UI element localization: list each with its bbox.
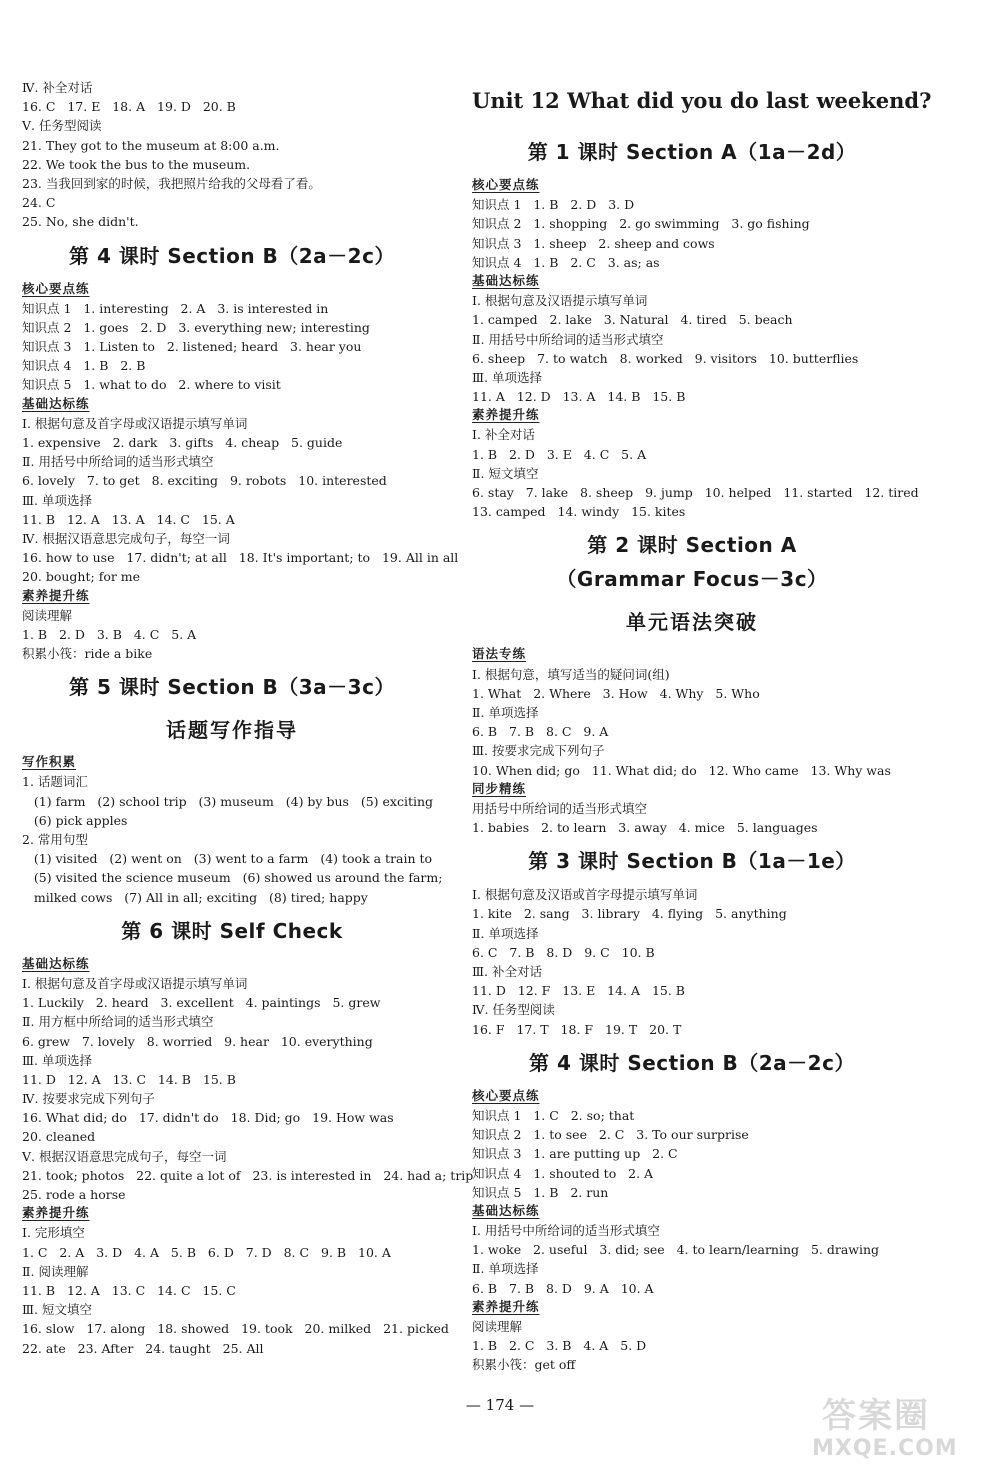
lesson-title: 第 4 课时 Section B（2a－2c） xyxy=(529,1050,855,1075)
answer-line: 阅读理解 xyxy=(472,1319,523,1334)
answer-line: 1. C 2. A 3. D 4. A 5. B 6. D 7. D 8. C 9. B 10. A xyxy=(22,1244,391,1260)
answer-line: 1. woke 2. useful 3. did; see 4. to learn/learning 5. drawing xyxy=(472,1242,880,1258)
section-label: 基础达标练 xyxy=(472,1203,540,1218)
watermark-url: MXQE.COM xyxy=(812,1436,958,1461)
answer-line: 积累小筏：ride a bike xyxy=(22,646,153,662)
answer-line: Ⅰ. 用括号中所给词的适当形式填空 xyxy=(472,1223,660,1239)
answer-line: 13. camped 14. windy 15. kites xyxy=(472,504,686,520)
answer-line: Ⅰ. 根据句意及汉语或首字母提示填写单词 xyxy=(472,887,698,903)
answer-line: 知识点 4 1. B 2. C 3. as; as xyxy=(472,254,660,270)
answer-line: Ⅴ. 任务型阅读 xyxy=(22,118,102,134)
answer-line: 16. C 17. E 18. A 19. D 20. B xyxy=(22,99,236,115)
answer-line: 1. expensive 2. dark 3. gifts 4. cheap 5. guide xyxy=(22,435,343,450)
answer-line: 20. bought; for me xyxy=(22,569,141,585)
answer-line: Ⅰ. 根据句意及汉语提示填写单词 xyxy=(472,293,648,309)
answer-line: 用括号中所给词的适当形式填空 xyxy=(472,800,648,816)
answer-line: 知识点 2 1. shopping 2. go swimming 3. go fishing xyxy=(472,216,810,232)
answer-line: 知识点 1 1. interesting 2. A 3. is interested in xyxy=(22,300,329,316)
answer-line: Ⅰ. 根据句意及首字母或汉语提示填写单词 xyxy=(22,975,248,991)
answer-line: 22. We took the bus to the museum. xyxy=(22,156,251,172)
answer-line: Ⅱ. 单项选择 xyxy=(472,1261,539,1277)
answer-line: 知识点 4 1. B 2. B xyxy=(22,358,146,374)
answer-line: (1) farm (2) school trip (3) museum (4) by bus (5) exciting xyxy=(22,793,434,809)
grammar-title: 单元语法突破 xyxy=(626,610,758,635)
answer-line: 1. B 2. C 3. B 4. A 5. D xyxy=(472,1338,647,1354)
section-label: 素养提升练 xyxy=(22,1206,90,1221)
section-label: 素养提升练 xyxy=(472,1299,540,1314)
answer-line: 6. grew 7. lovely 8. worried 9. hear 10. everything xyxy=(22,1033,373,1049)
answer-line: 25. No, she didn't. xyxy=(22,214,139,230)
block1-lines xyxy=(22,78,442,232)
answer-line: 11. A 12. D 13. A 14. B 15. B xyxy=(472,389,686,405)
answer-line: 11. B 12. A 13. C 14. C 15. C xyxy=(22,1282,236,1298)
answer-line: 16. F 17. T 18. F 19. T 20. T xyxy=(472,1021,682,1037)
answer-line: 1. babies 2. to learn 3. away 4. mice 5. languages xyxy=(472,820,818,836)
answer-line: Ⅳ. 补全对话 xyxy=(22,80,93,95)
answer-lines xyxy=(22,772,442,906)
answer-line: 1. camped 2. lake 3. Natural 4. tired 5. beach xyxy=(472,312,793,328)
section-label: 语法专练 xyxy=(472,647,527,662)
answer-line: Ⅲ. 单项选择 xyxy=(472,369,543,385)
watermark-logo xyxy=(812,1388,992,1468)
answer-lines xyxy=(22,606,442,664)
answer-line: Ⅱ. 单项选择 xyxy=(472,704,539,720)
answer-line: Ⅰ. 根据句意，填写适当的疑问词(组) xyxy=(472,666,670,682)
answer-lines xyxy=(22,1223,449,1357)
answer-lines xyxy=(472,885,912,1039)
answer-line: Ⅱ. 短文填空 xyxy=(472,465,539,481)
topic-title: 话题写作指导 xyxy=(166,718,298,743)
answer-line: Ⅲ. 短文填空 xyxy=(22,1302,93,1318)
answer-line: Ⅲ. 单项选择 xyxy=(22,492,93,508)
answer-line: 11. B 12. A 13. A 14. C 15. A xyxy=(22,511,235,527)
section-label: 核心要点练 xyxy=(22,281,90,296)
answer-line: 24. C xyxy=(22,195,56,211)
answer-line: 1. Luckily 2. heard 3. excellent 4. paintings 5. grew xyxy=(22,995,381,1011)
answer-line: 知识点 2 1. goes 2. D 3. everything new; interesting xyxy=(22,319,370,335)
section-label: 核心要点练 xyxy=(472,1088,540,1103)
answer-line: 6. C 7. B 8. D 9. C 10. B xyxy=(472,944,655,960)
answer-line: 16. What did; do 17. didn't do 18. Did; go 19. How was xyxy=(22,1110,394,1126)
right-column xyxy=(472,78,932,1375)
answer-lines xyxy=(472,1106,912,1202)
answer-line: 16. how to use 17. didn't; at all 18. It's important; to 19. All in all xyxy=(22,550,459,566)
answer-line: 1. B 2. D 3. B 4. C 5. A xyxy=(22,626,197,642)
answer-line: Ⅱ. 阅读理解 xyxy=(22,1263,89,1279)
answer-line: 知识点 3 1. sheep 2. sheep and cows xyxy=(472,235,715,251)
answer-line: Ⅱ. 用括号中所给词的适当形式填空 xyxy=(22,454,214,470)
answer-line: Ⅰ. 补全对话 xyxy=(472,427,535,443)
left-column xyxy=(22,78,474,1358)
answer-lines xyxy=(472,195,912,272)
answer-line: 阅读理解 xyxy=(22,607,73,623)
answer-line: 20. cleaned xyxy=(22,1129,96,1145)
answer-line: Ⅱ. 用括号中所给词的适当形式填空 xyxy=(472,331,664,347)
answer-lines xyxy=(22,414,459,587)
section-label: 核心要点练 xyxy=(472,178,540,192)
answer-line: 知识点 1 1. B 2. D 3. D xyxy=(472,197,635,213)
section-label: 基础达标练 xyxy=(22,396,90,411)
answer-line: Ⅰ. 根据句意及首字母或汉语提示填写单词 xyxy=(22,415,248,431)
answer-line: 2. 常用句型 xyxy=(22,832,88,847)
answer-line: Ⅱ. 用方框中所给词的适当形式填空 xyxy=(22,1014,214,1030)
answer-line: 知识点 3 1. Listen to 2. listened; heard 3. hear you xyxy=(22,339,362,355)
answer-line: 知识点 4 1. shouted to 2. A xyxy=(472,1165,654,1181)
answer-line: 知识点 5 1. what to do 2. where to visit xyxy=(22,377,281,393)
answer-lines xyxy=(472,1221,912,1298)
section-label: 素养提升练 xyxy=(472,408,540,423)
lesson-title: 第 3 课时 Section B（1a－1e） xyxy=(528,849,856,874)
watermark-logo-text: 答案圈 xyxy=(822,1396,930,1436)
lesson-title: 第 2 课时 Section A xyxy=(587,533,797,558)
lesson-title: 第 1 课时 Section A（1a－2d） xyxy=(527,140,857,164)
answer-line: 1. What 2. Where 3. How 4. Why 5. Who xyxy=(472,685,760,701)
section-label: 同步精练 xyxy=(472,781,527,796)
answer-line: (1) visited (2) went on (3) went to a farm (4) took a train to xyxy=(22,851,433,867)
answer-lines xyxy=(22,299,442,395)
answer-line: Ⅱ. 单项选择 xyxy=(472,925,539,941)
answer-lines xyxy=(472,291,912,406)
section-label: 写作积累 xyxy=(22,755,77,770)
answer-line: 10. When did; go 11. What did; do 12. Who came 13. Why was xyxy=(472,762,891,778)
answer-line: (6) pick apples xyxy=(22,812,128,828)
answer-line: Ⅲ. 补全对话 xyxy=(472,964,543,979)
section-label: 基础达标练 xyxy=(472,273,540,288)
answer-line: 16. slow 17. along 18. showed 19. took 20. milked 21. picked xyxy=(22,1321,449,1337)
section-label: 基础达标练 xyxy=(22,956,90,971)
answer-lines xyxy=(472,425,919,521)
answer-line: 6. B 7. B 8. C 9. A xyxy=(472,724,609,740)
answer-line: Ⅰ. 完形填空 xyxy=(22,1225,85,1241)
answer-line: 25. rode a horse xyxy=(22,1187,126,1202)
answer-line: Ⅲ. 单项选择 xyxy=(22,1052,93,1068)
answer-line: 11. D 12. F 13. E 14. A 15. B xyxy=(472,983,685,999)
answer-line: 1. B 2. D 3. E 4. C 5. A xyxy=(472,446,647,462)
answer-line: milked cows (7) All in all; exciting (8) tired; happy xyxy=(22,889,368,905)
lesson-title: 第 6 课时 Self Check xyxy=(121,918,343,943)
lesson-title: 第 4 课时 Section B（2a－2c） xyxy=(69,243,395,268)
answer-line: 23. 当我回到家的时候，我把照片给我的父母看了看。 xyxy=(22,175,321,191)
answer-line: 知识点 1 1. C 2. so; that xyxy=(472,1107,635,1123)
answer-line: 6. stay 7. lake 8. sheep 9. jump 10. helped 11. started 12. tired xyxy=(472,485,919,500)
answer-line: 积累小筏：get off xyxy=(472,1357,576,1373)
answer-line: 22. ate 23. After 24. taught 25. All xyxy=(22,1340,264,1356)
answer-line: Ⅳ. 任务型阅读 xyxy=(472,1002,555,1018)
answer-line: (5) visited the science museum (6) showed us around the farm; xyxy=(22,870,443,886)
answer-line: 1. 话题词汇 xyxy=(22,774,88,790)
lesson-title: 第 5 课时 Section B（3a－3c） xyxy=(69,675,395,700)
answer-line: Ⅳ. 按要求完成下列句子 xyxy=(22,1091,155,1107)
answer-line: 6. B 7. B 8. D 9. A 10. A xyxy=(472,1280,654,1296)
answer-lines xyxy=(472,1317,912,1375)
section-label: 素养提升练 xyxy=(22,588,90,603)
answer-line: 知识点 3 1. are putting up 2. C xyxy=(472,1146,678,1162)
answer-line: 知识点 2 1. to see 2. C 3. To our surprise xyxy=(472,1127,749,1143)
answer-lines xyxy=(472,799,912,837)
answer-line: 21. They got to the museum at 8:00 a.m. xyxy=(22,137,280,153)
answer-line: 1. kite 2. sang 3. library 4. flying 5. anything xyxy=(472,906,787,922)
answer-lines xyxy=(22,974,474,1204)
answer-lines xyxy=(472,665,912,780)
answer-line: Ⅴ. 根据汉语意思完成句子，每空一词 xyxy=(22,1148,227,1164)
unit-title: Unit 12 What did you do last weekend? xyxy=(472,88,932,113)
answer-line: 21. took; photos 22. quite a lot of 23. is interested in 24. had a; trip xyxy=(22,1167,474,1183)
answer-line: 知识点 5 1. B 2. run xyxy=(472,1184,609,1200)
answer-line: 11. D 12. A 13. C 14. B 15. B xyxy=(22,1071,236,1087)
answer-line: 6. sheep 7. to watch 8. worked 9. visitors 10. butterflies xyxy=(472,350,859,366)
lesson-title-continued: （Grammar Focus－3c） xyxy=(556,567,828,592)
answer-line: Ⅲ. 按要求完成下列句子 xyxy=(472,743,605,759)
page-number: — 174 — xyxy=(465,1396,535,1414)
answer-line: 6. lovely 7. to get 8. exciting 9. robots 10. interested xyxy=(22,473,387,489)
answer-line: Ⅳ. 根据汉语意思完成句子，每空一词 xyxy=(22,530,230,546)
